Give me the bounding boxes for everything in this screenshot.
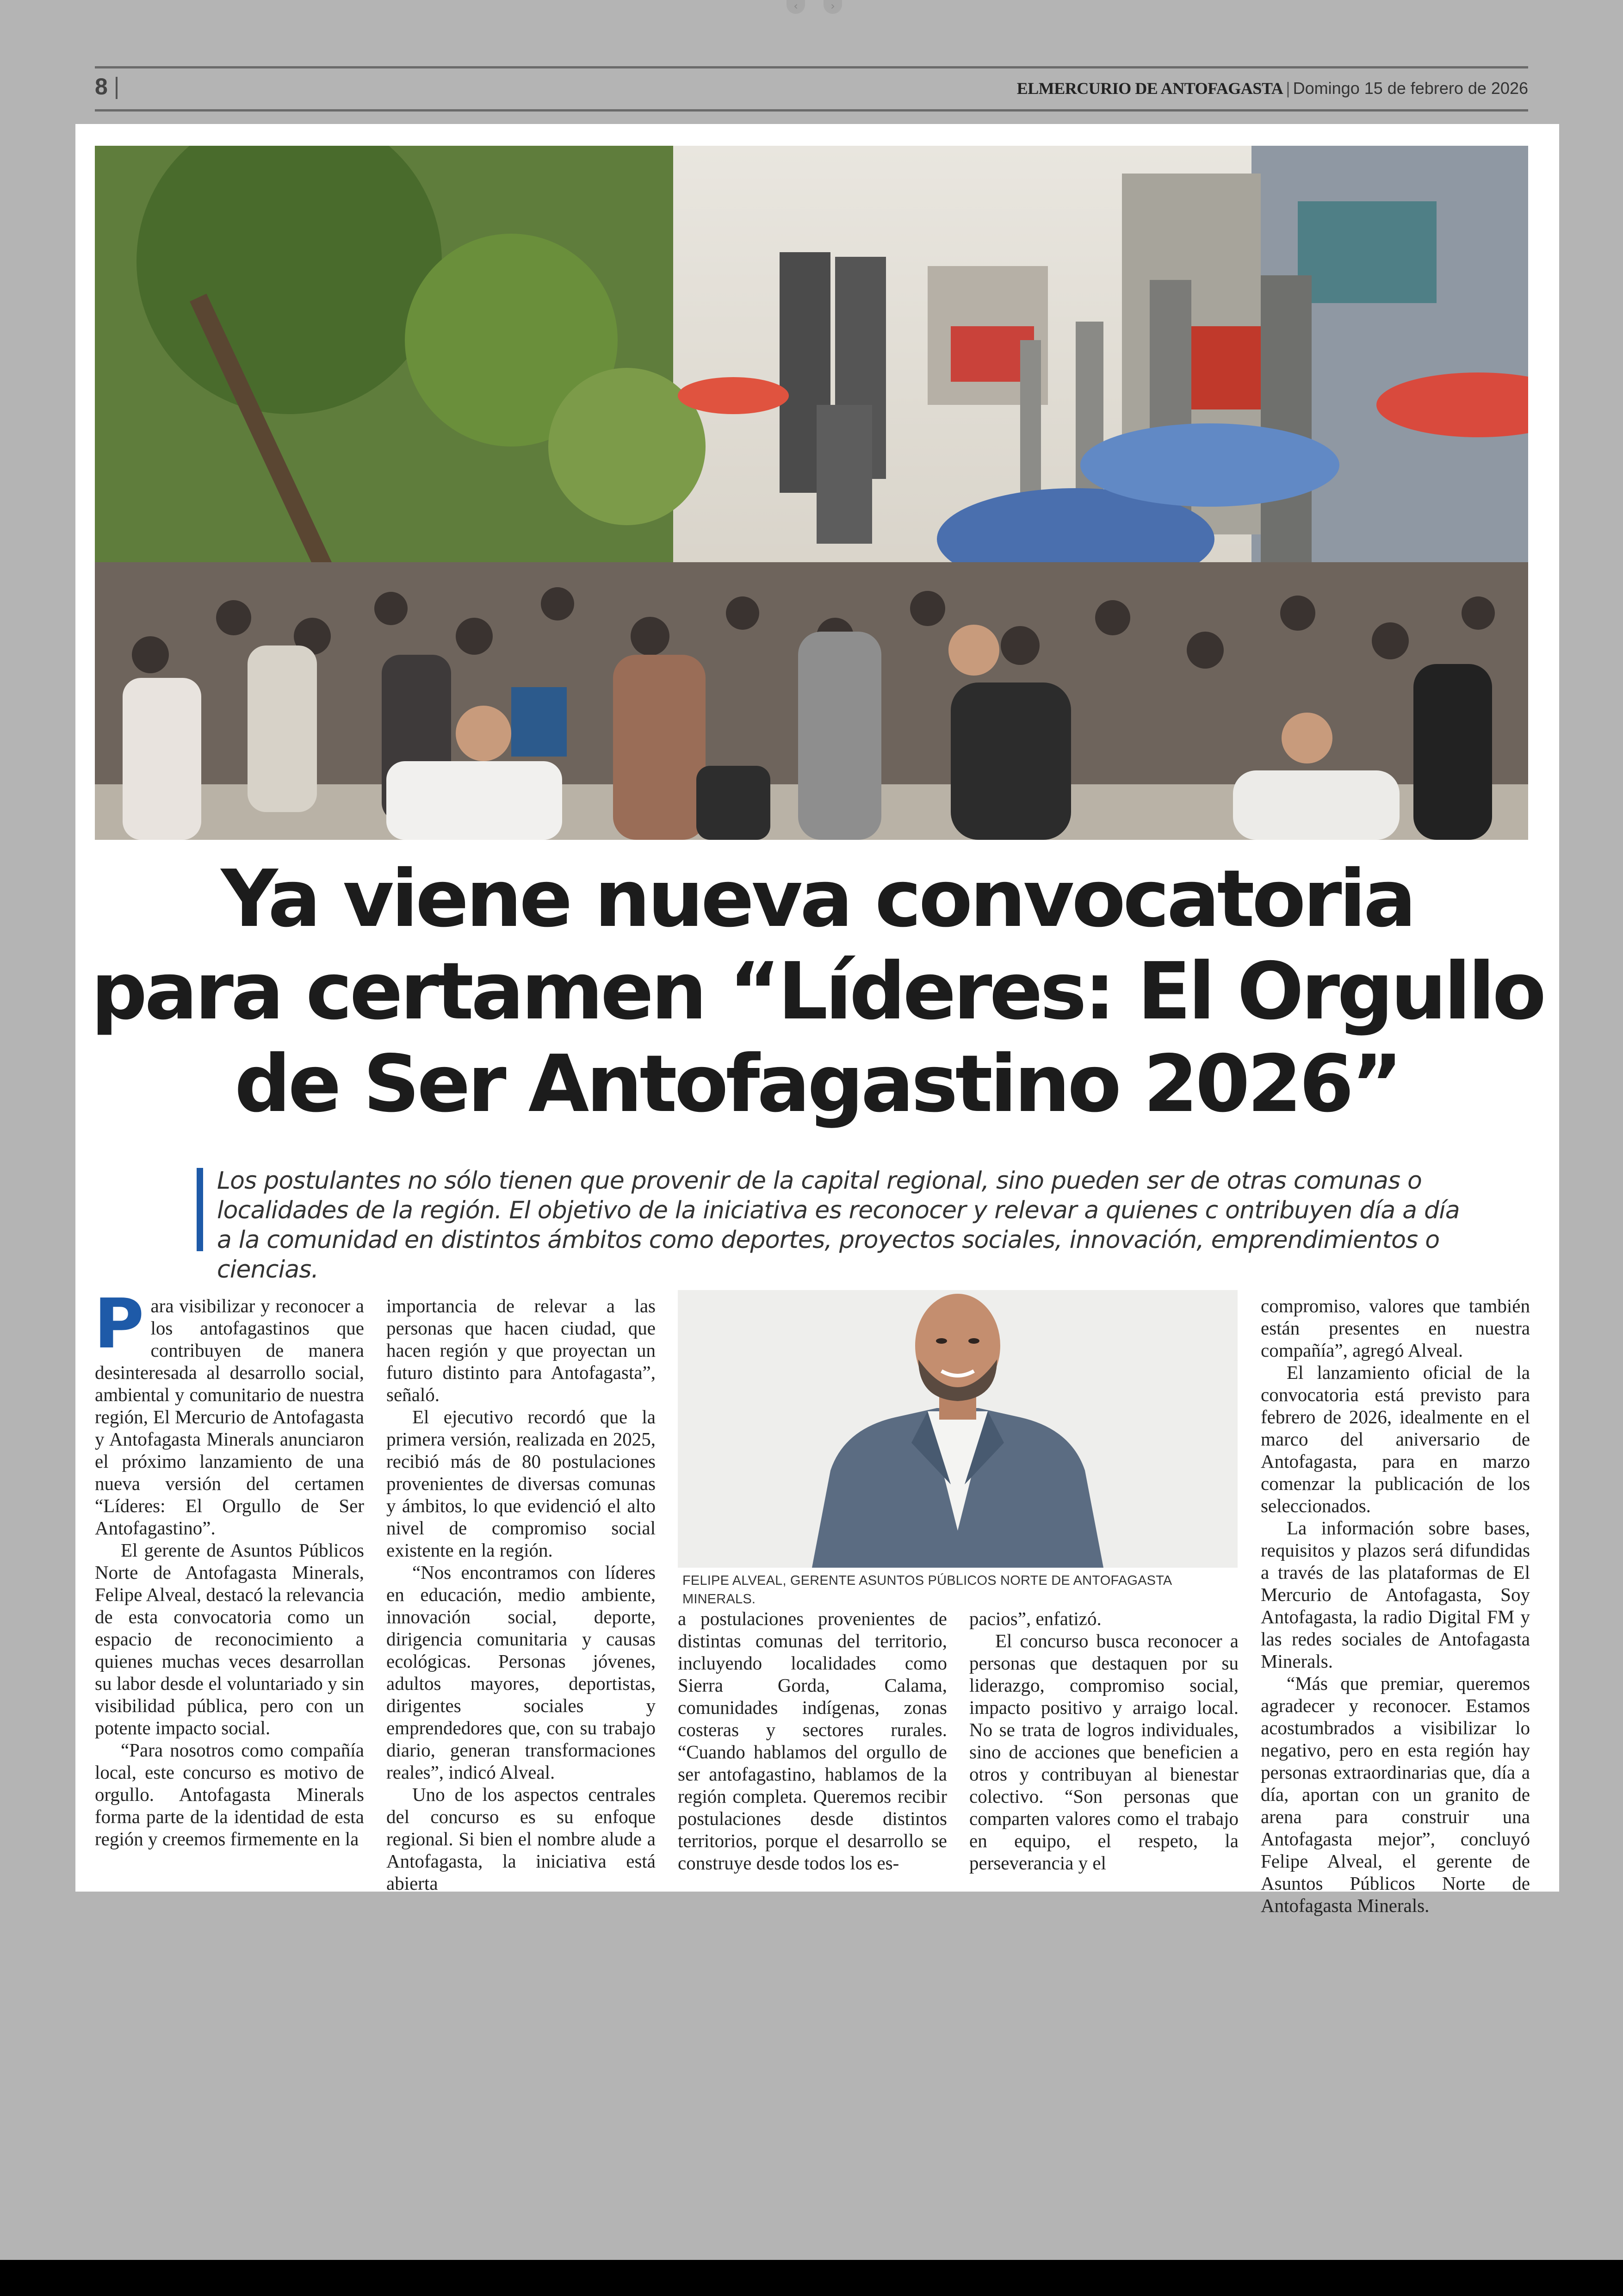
street-crowd-photo (95, 146, 1528, 840)
photo-caption: FELIPE ALVEAL, GERENTE ASUNTOS PÚBLICOS NORTE DE ANTOFAGASTA MINERALS. (682, 1573, 1171, 1607)
article-column-2 (386, 1295, 656, 1894)
paragraph-text: ara visibilizar y reconocer a los antofagastinos que contribuyen de manera desinteresada al desarrollo social, ambiental y comunitario de nuestra región, El Mercurio de Antofagasta y Antofagasta Minerals anunciaron el próximo lanzamiento de una nueva versión del certamen “Líderes: El Orgullo de Ser Antofagastino”. (95, 1295, 364, 1539)
masthead (1017, 79, 1528, 98)
paragraph: pacios”, enfatizó. (969, 1608, 1102, 1629)
paragraph: La información sobre bases, requisitos y plazos será difundidas a través de las plataformas de El Mercurio de Antofagasta, Soy Antofagasta, la radio Digital FM y las redes sociales de Antofagasta Minerals. (1261, 1517, 1530, 1672)
headline-line: para certamen “Líderes: El Orgullo (91, 946, 1544, 1037)
prev-page-icon[interactable]: ‹ (787, 0, 805, 14)
article-column-1 (94, 1284, 364, 1850)
lead-line: a la comunidad en distintos ámbitos como deportes, proyectos sociales, innovación, emprendimientos o ciencias. (217, 1226, 1440, 1284)
page-number: 8 (95, 74, 108, 99)
article-headline (75, 853, 1559, 1130)
paragraph: “Más que premiar, queremos agradecer y reconocer. Estamos acostumbrados a visibilizar lo negativo, pero en esta región hay personas extraordinarias que, día a día, aportan con un granito de arena para construir una Antofagasta mejor”, concluyó Felipe Alveal, el gerente de Asuntos Públicos Norte de Antofagasta Minerals. (1261, 1673, 1530, 1916)
article-lead (197, 1166, 1483, 1284)
viewer-page-nav (777, 0, 851, 14)
lead-text (217, 1166, 1485, 1285)
article-column-5 (1261, 1295, 1530, 1917)
felipe-alveal-portrait (678, 1290, 1238, 1568)
viewer-bottom-bar (0, 2260, 1623, 2296)
paragraph: Uno de los aspectos centrales del concurso es su enfoque regional. Si bien el nombre alude a Antofagasta, la iniciativa está abierta (386, 1784, 656, 1894)
next-page-icon[interactable]: › (824, 0, 842, 14)
paragraph: El gerente de Asuntos Públicos Norte de Antofagasta Minerals, Felipe Alveal, destacó la relevancia de esta convocatoria como un espacio de reconocimiento a quienes muchas veces desarrollan su labor desde el voluntariado y sin visibilidad pública, pero con un potente impacto social. (95, 1539, 364, 1738)
lead-line: Los postulantes no sólo tienen que provenir de la capital regional, sino pueden ser de otras comunas o (217, 1167, 1422, 1195)
publication-name: ELMERCURIO DE ANTOFAGASTA (1016, 79, 1283, 98)
paragraph: “Para nosotros como compañía local, este concurso es motivo de orgullo. Antofagasta Minerals forma parte de la identidad de esta región y creemos firmemente en la (95, 1739, 364, 1849)
drop-cap: P (94, 1284, 144, 1364)
paragraph: compromiso, valores que también están presentes en nuestra compañía”, agregó Alveal. (1261, 1295, 1530, 1361)
paragraph: a postulaciones provenientes de distintas comunas del territorio, incluyendo localidades como Sierra Gorda, Calama, comunidades indígenas, zonas costeras y sectores rurales. “Cuando hablamos del orgullo de ser antofagastino, hablamos de la región completa. Queremos recibir postulaciones desde distintos territorios, porque el desarrollo se construye desde todos los es- (678, 1608, 947, 1874)
newspaper-page (75, 124, 1559, 1916)
headline-line: Ya viene nueva convocatoria (221, 853, 1414, 945)
headline-line: de Ser Antofagastino 2026” (234, 1038, 1400, 1130)
portrait-illustration (678, 1290, 1238, 1568)
lead-accent-bar (197, 1168, 203, 1251)
lead-line: localidades de la región. El objetivo de la iniciativa es reconocer y relevar a quienes c ontribuyen día a día (217, 1197, 1460, 1224)
paragraph (94, 1284, 364, 1539)
paragraph: El concurso busca reconocer a personas que destaquen por su liderazgo, compromiso social, impacto positivo y arraigo local. No se trata de logros individuales, sino de acciones que beneficien a otros y contribuyan al bienestar colectivo. “Son personas que comparten valores como el trabajo en equipo, el respeto, la perseverancia y el (969, 1630, 1239, 1874)
paragraph: importancia de relevar a las personas que hacen ciudad, que hacen región y que proyectan un futuro distinto para Antofagasta”, señaló. (386, 1295, 656, 1405)
paragraph: El ejecutivo recordó que la primera versión, realizada en 2025, recibió más de 80 postulaciones provenientes de diversas comunas y ámbitos, lo que evidenció el alto nivel de compromiso social existente en la región. (386, 1406, 656, 1561)
article-column-4 (969, 1607, 1239, 1874)
paragraph: “Nos encontramos con líderes en educación, medio ambiente, innovación social, deporte, dirigencia comunitaria y causas ecológicas. Personas jóvenes, adultos mayores, deportistas, dirigentes sociales y emprendedores que, con su trabajo diario, generan transformaciones reales”, indicó Alveal. (386, 1562, 656, 1783)
masthead-separator: | (1286, 79, 1290, 98)
street-crowd-illustration (95, 146, 1528, 840)
page-header (95, 66, 1528, 112)
article-column-3 (678, 1607, 947, 1874)
paragraph: El lanzamiento oficial de la convocatoria está previsto para febrero de 2026, idealmente en el marco del aniversario de Antofagasta, para en marzo comenzar la publicación de los seleccionados. (1261, 1362, 1530, 1516)
publication-date: Domingo 15 de febrero de 2026 (1293, 79, 1528, 98)
page-number-divider (116, 77, 118, 99)
